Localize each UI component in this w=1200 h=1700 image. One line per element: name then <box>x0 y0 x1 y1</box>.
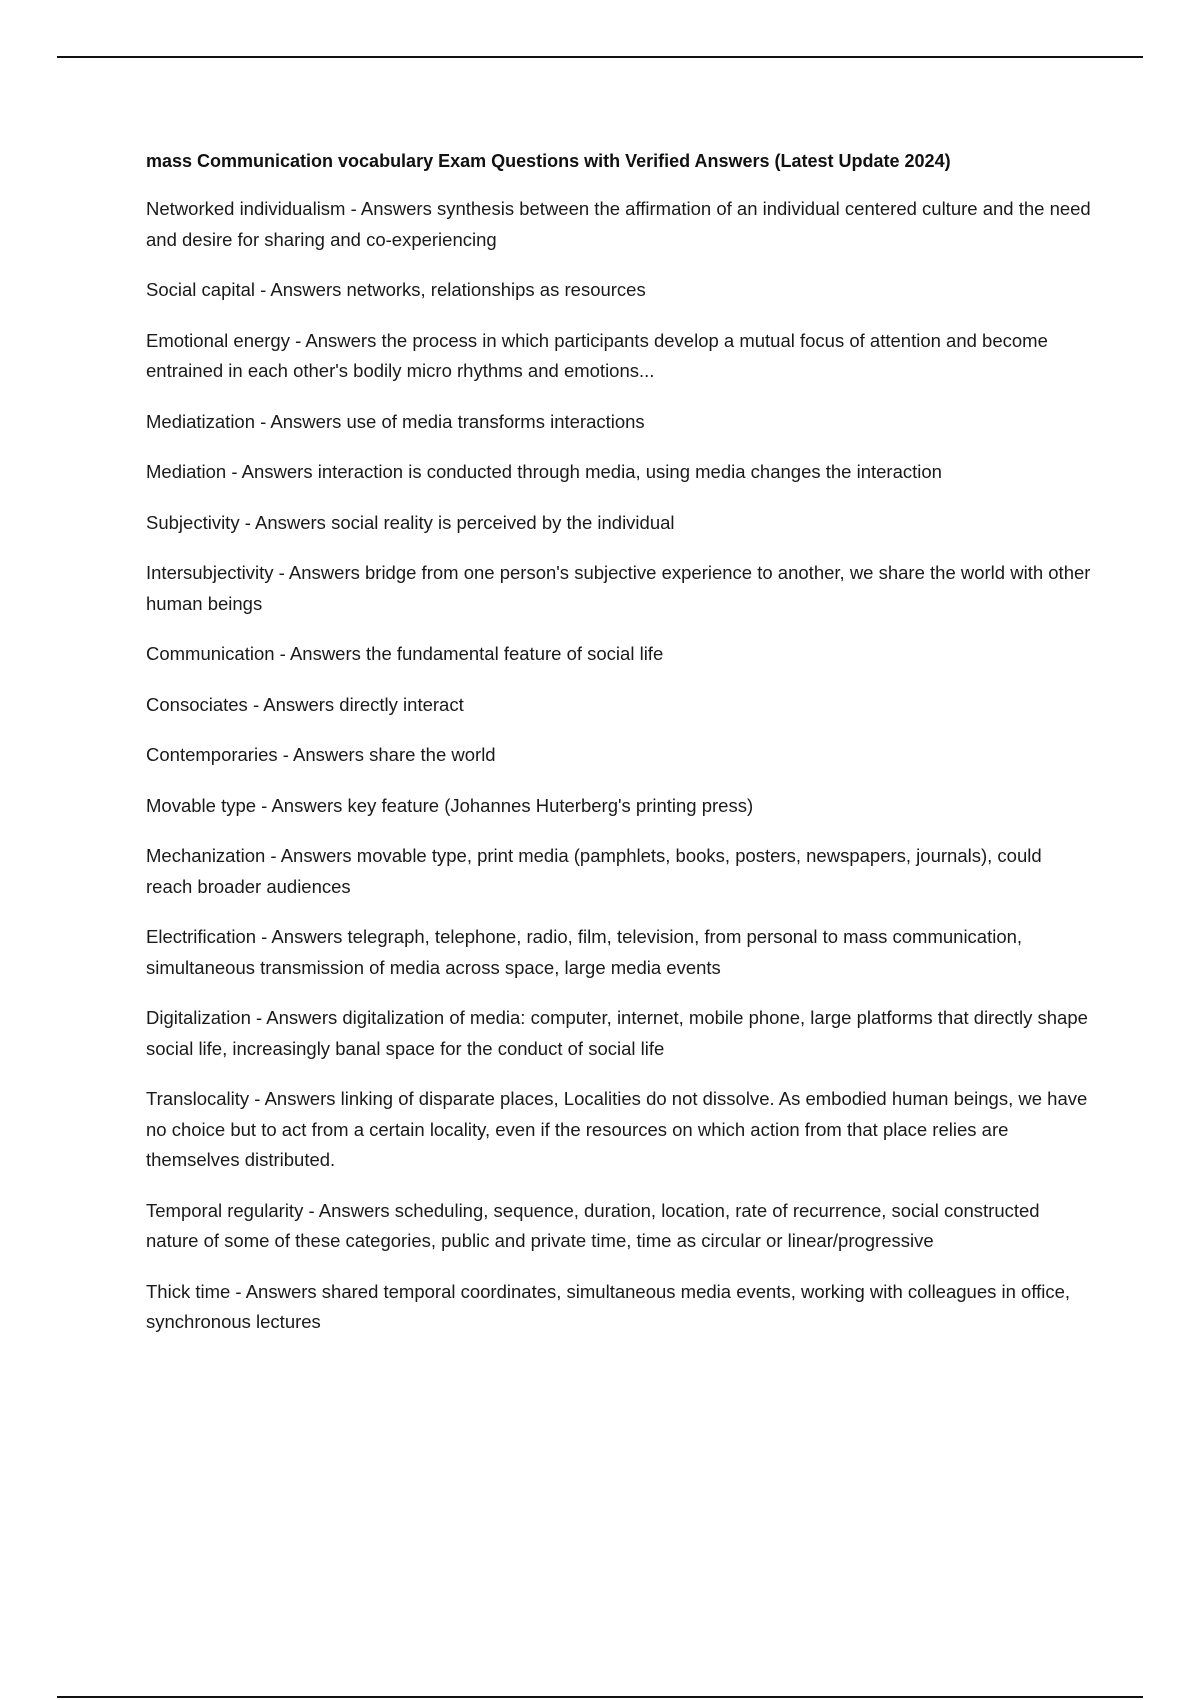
footer-rule <box>57 1696 1143 1698</box>
document-body <box>146 146 1092 1358</box>
header-rule <box>57 56 1143 58</box>
entry: Communication - Answers the fundamental feature of social life <box>146 643 664 664</box>
entry: Networked individualism - Answers synthesis between the affirmation of an individual centered culture and the need and desire for sharing and co-experiencing <box>146 198 1091 250</box>
entry: Social capital - Answers networks, relationships as resources <box>146 279 646 300</box>
entry: Subjectivity - Answers social reality is perceived by the individual <box>146 511 675 533</box>
entry: Digitalization - Answers digitalization of media: computer, internet, mobile phone, large platforms that directly shape social life, increasingly banal space for the conduct of social life <box>146 1007 1088 1059</box>
entry: Mediation - Answers interaction is conducted through media, using media changes the interaction <box>146 461 942 482</box>
entry: Mediatization - Answers use of media transforms interactions <box>146 410 645 432</box>
entry-list <box>146 194 1092 1338</box>
entry: Movable type - Answers key feature (Johannes Huterberg's printing press) <box>146 794 754 816</box>
entry: Contemporaries - Answers share the world <box>146 744 496 765</box>
entry: Intersubjectivity - Answers bridge from one person's subjective experience to another, we share the world with other human beings <box>146 562 1091 614</box>
entry: Mechanization - Answers movable type, print media (pamphlets, books, posters, newspapers, journals), could reach broader audiences <box>146 845 1042 897</box>
document-title: mass Communication vocabulary Exam Questions with Verified Answers (Latest Update 2024) <box>146 151 951 171</box>
entry: Translocality - Answers linking of disparate places, Localities do not dissolve. As embodied human beings, we have no choice but to act from a certain locality, even if the resources on which action from that place relies are themselves distributed. <box>146 1088 1088 1170</box>
entry: Thick time - Answers shared temporal coordinates, simultaneous media events, working with colleagues in office, synchronous lectures <box>146 1280 1071 1332</box>
entry: Consociates - Answers directly interact <box>146 693 464 715</box>
entry: Emotional energy - Answers the process in which participants develop a mutual focus of attention and become entrained in each other's bodily micro rhythms and emotions... <box>146 329 1048 381</box>
entry: Electrification - Answers telegraph, telephone, radio, film, television, from personal to mass communication, simultaneous transmission of media across space, large media events <box>146 926 1023 978</box>
entry: Temporal regularity - Answers scheduling, sequence, duration, location, rate of recurrence, social constructed nature of some of these categories, public and private time, time as circular or linear/progressive <box>146 1199 1040 1251</box>
